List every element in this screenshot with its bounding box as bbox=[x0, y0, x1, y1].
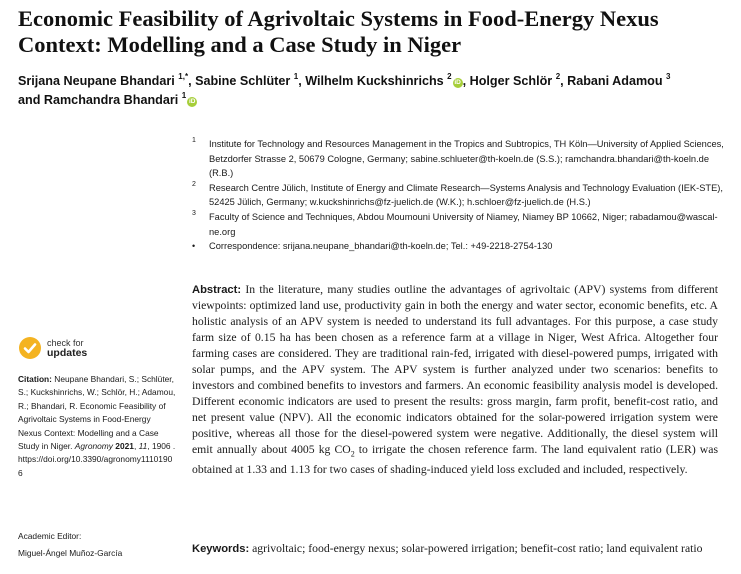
author bbox=[470, 74, 561, 88]
affiliation-1 bbox=[192, 137, 727, 181]
author-affiliation-sup: 1 bbox=[293, 72, 299, 81]
check-for-text: check for bbox=[47, 337, 84, 348]
abstract-label: Abstract: bbox=[192, 284, 242, 296]
affiliation-number: 2 bbox=[192, 180, 196, 188]
author-name: Holger Schlör bbox=[469, 74, 556, 88]
bullet-icon: • bbox=[192, 241, 196, 252]
check-for-updates-badge[interactable] bbox=[18, 336, 176, 360]
author bbox=[18, 74, 188, 88]
check-for-updates-icon bbox=[18, 336, 42, 360]
affiliation-3 bbox=[192, 210, 727, 239]
citation-label: Citation: bbox=[18, 374, 52, 384]
keywords-text: agrivoltaic; food-energy nexus; solar-powered irrigation; benefit-cost ratio; land equivalent ratio bbox=[252, 542, 703, 555]
affiliation-text: Faculty of Science and Techniques, Abdou Moumouni University of Niamey, Niamey BP 10662, Niger; rabadamou@wascal-ne.org bbox=[209, 211, 718, 237]
affiliations bbox=[192, 137, 727, 254]
author-affiliation-sup: 1,* bbox=[178, 72, 189, 81]
keywords-label: Keywords: bbox=[192, 543, 250, 555]
abstract-subscript: 2 bbox=[350, 449, 355, 459]
author-name: Srijana Neupane Bhandari bbox=[18, 74, 179, 88]
abstract-text-1: In the literature, many studies outline the advantages of agrivoltaic (APV) systems from different viewpoints: optimized land use, productivity gain in both the energy and water sector, economic benefits, etc. A holistic analysis of an APV system is needed to understand its full advantages. For this purpose, a case study farm size of 0.15 ha has been chosen as a reference farm at a village in Niger, West Africa. Altogether four farming cases are considered. They are traditional rain-fed, irrigated with diesel-powered pumps, irrigated with solar pumps, and the APV system. The APV system is further analyzed under two scenarios: benefits to investors and combined benefits to investors and farmers. An economic feasibility analysis model is developed. Different economic indicators are used to present the results: gross margin, farm profit, benefit-cost ratio, and net present value (NPV). All the economic indicators obtained for the solar-powered irrigation system were positive, whereas all those for the diesel-powered system were negative. Additionally, the diesel system will emit annually about 4005 kg CO bbox=[192, 283, 718, 456]
citation-volume: 11 bbox=[138, 441, 148, 452]
author-affiliation-sup: 2 bbox=[447, 72, 452, 81]
author-affiliation-sup: 3 bbox=[666, 72, 671, 81]
check-for-updates-label bbox=[47, 338, 87, 359]
paper-title: Economic Feasibility of Agrivoltaic Systems in Food-Energy Nexus Context: Modelling and a Case Study in Niger bbox=[18, 6, 659, 57]
citation-block: Citation: Neupane Bhandari, S.; Schlüter, S.; Kuckshinrichs, W.; Schlör, H.; Adamou, R.; Bhandari, R. Economic Feasibility of Agrivoltaic Systems in Food-Energy Nexus Context: Modelling and a Case Study in Niger. Agronomy 2021, 11, 1906 . https://doi.org/10.3390/agronomy11101906 bbox=[18, 374, 176, 478]
editor-label: Academic Editor: bbox=[18, 531, 82, 541]
correspondence bbox=[192, 239, 727, 254]
abstract-text-2: to irrigate the chosen reference farm. The land equivalent ratio (LER) was obtained at 1.33 and 1.13 for two cases of shading-induced yield loss excluded and included, respectively. bbox=[192, 443, 718, 477]
updates-text: updates bbox=[47, 346, 88, 359]
author bbox=[195, 74, 298, 88]
editor-name: Miguel-Ángel Muñoz-García bbox=[18, 548, 123, 559]
doi-link[interactable]: https://doi.org/10.3390/agronomy11101906 bbox=[18, 454, 173, 478]
author-affiliation-sup: 2 bbox=[555, 72, 561, 81]
affiliation-text: Research Centre Jülich, Institute of Energy and Climate Research—Systems Analysis and Technology Evaluation (IEK-STE), 52425 Jülich, Germany; w.kuckshinrichs@fz-juelich.de (W.K.); h.schloer@fz-juelich.de (H.S.) bbox=[209, 182, 723, 208]
orcid-icon[interactable]: iD bbox=[188, 98, 196, 105]
abstract bbox=[192, 282, 718, 478]
affiliation-2 bbox=[192, 181, 727, 210]
academic-editor bbox=[18, 530, 176, 561]
keywords bbox=[192, 541, 718, 557]
orcid-icon[interactable]: iD bbox=[454, 79, 461, 86]
author-list: Srijana Neupane Bhandari $^{1,*}$, Sabine Schlüter $^1$, Wilhelm Kuckshinrichs $^2$iD , Holger Schlör $^2$, Rabani Adamou $^3$ and Ramchandra Bhandari $^1$iD bbox=[18, 72, 671, 107]
citation-pages: , 1906 . bbox=[147, 441, 176, 452]
affiliation-text: Institute for Technology and Resources Management in the Tropics and Subtropics, TH Köln—University of Applied Sciences, Betzdorfer Strasse 2, 50679 Cologne, Germany; sabine.schlueter@th-koeln.de (S.S.); ramchandra.bhandari@th-koeln.de (R.B.) bbox=[209, 139, 724, 179]
affiliation-number: 1 bbox=[192, 137, 196, 144]
citation-journal: Agronomy bbox=[74, 441, 113, 452]
citation-year: 2021 bbox=[115, 441, 134, 452]
author bbox=[18, 93, 197, 107]
affiliation-number: 3 bbox=[192, 209, 196, 217]
correspondence-text: Correspondence: srijana.neupane_bhandari@th-koeln.de; Tel.: +49-2218-2754-130 bbox=[209, 241, 553, 252]
author bbox=[567, 74, 670, 88]
author-name: and Ramchandra Bhandari bbox=[18, 93, 182, 107]
author-name: Rabani Adamou bbox=[567, 74, 667, 88]
author-affiliation-sup: 1 bbox=[181, 91, 187, 100]
citation-text: Neupane Bhandari, S.; Schlüter, S.; Kuckshinrichs, W.; Schlör, H.; Adamou, R.; Bhandari, R. Economic Feasibility of Agrivoltaic Systems in Food-Energy Nexus Context: Modelling and a Case Study in Niger. bbox=[18, 374, 176, 452]
author-name: Sabine Schlüter bbox=[195, 74, 294, 88]
author bbox=[305, 74, 462, 88]
author-name: Wilhelm Kuckshinrichs bbox=[305, 74, 448, 88]
